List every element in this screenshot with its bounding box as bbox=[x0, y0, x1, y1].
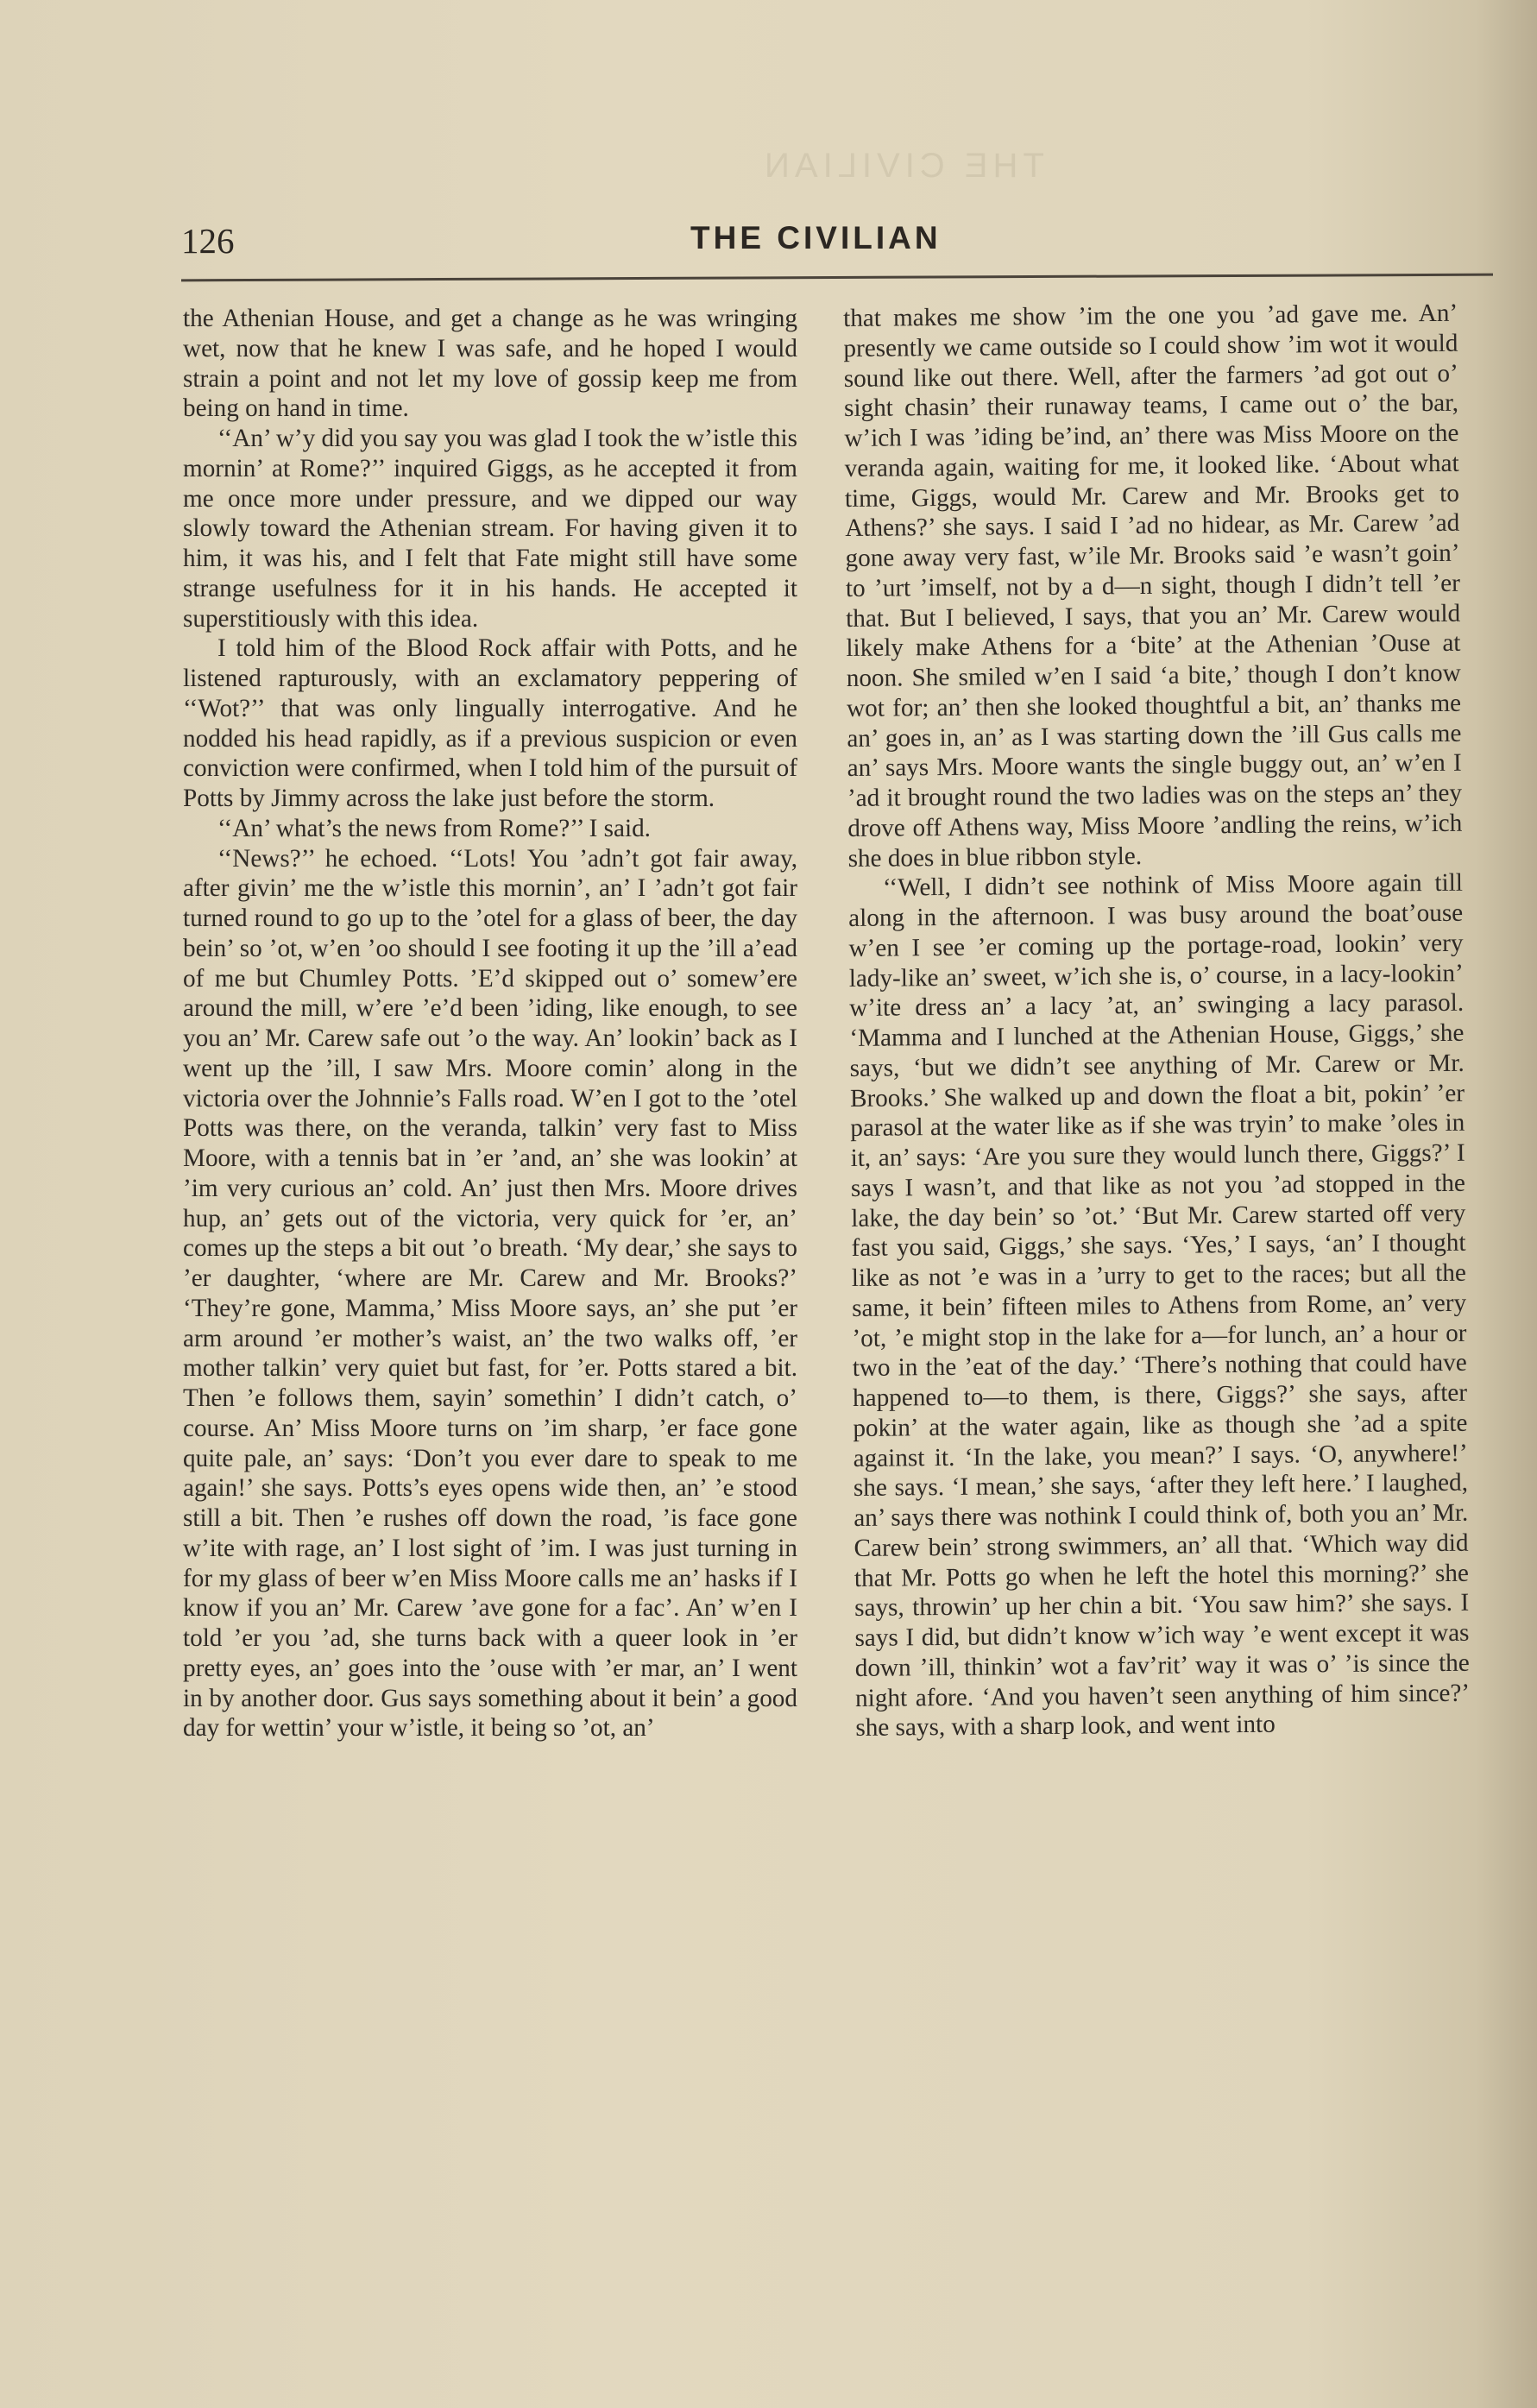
paragraph: the Athenian House, and get a change as he was wringing wet, now that he knew I was safe, and he hoped I would strain a point and not let my love of gossip keep me from being on hand in time. bbox=[183, 305, 797, 423]
header-rule bbox=[181, 274, 1493, 282]
paragraph: that makes me show ’im the one you ’ad gave me. An’ presently we came outside so I could show ’im wot it would sound like out there. Well, after the farmers ’ad got out o’ sight chasin’ their runaway teams, I came out o’ the bar, w’ich I was ’iding be’ind, an’ there was Miss Moore on the veranda again, waiting for me, it looked like. ‘About what time, Giggs, would Mr. Carew and Mr. Brooks get to Athens?’ she says. I said I ’ad no hidear, as Mr. Carew ’ad gone away very fast, w’ile Mr. Brooks said ’e wasn’t goin’ to ’urt ’imself, not by a d—n sight, though I didn’t tell ’er that. But I believed, I says, that you an’ Mr. Carew would likely make Athens for a ‘bite’ at the Athenian ’Ouse at noon. She smiled w’en I said ‘a bite,’ though I don’t know wot for; an’ then she looked thoughtful a bit, an’ thanks me an’ goes in, an’ as I was starting down the ’ill Gus calls me an’ says Mrs. Moore wants the single buggy out, an’ w’en I ’ad it brought round the two ladies was on the steps an’ they drove off Athens way, Miss Moore ’andling the reins, w’ich she does in blue ribbon style. bbox=[843, 299, 1463, 873]
paragraph: I told him of the Blood Rock affair with Potts, and he listened rapturously, with an exclamatory peppering of ‘‘Wot?’’ that was only lingually interrogative. And he nodded his head rapidly, as if a previous suspicion or even conviction were confirmed, when I told him of the pursuit of Potts by Jimmy across the lake just before the storm. bbox=[183, 634, 797, 812]
right-column bbox=[843, 299, 1471, 1743]
journal-title: THE CIVILIAN bbox=[690, 220, 942, 255]
paragraph: ‘‘An’ what’s the news from Rome?’’ I said. bbox=[217, 814, 651, 842]
paragraph: ‘‘Well, I didn’t see nothink of Miss Moore again till along in the afternoon. I was busy around the boat’ouse w’en I see ’er coming up the portage-road, lookin’ very lady-like an’ sweet, w’ich she is, o’ course, in a lacy-lookin’ w’ite dress an’ a lacy ’at, an’ swinging a lacy parasol. ‘Mamma and I lunched at the Athenian House, Giggs,’ she says, ‘but we didn’t see anything of Mr. Carew or Mr. Brooks.’ She walked up and down the float a bit, pokin’ ’er parasol at the water like as if she was tryin’ to make ’oles in it, an’ says: ‘Are you sure they would lunch there, Giggs?’ I says I wasn’t, and that like as not you ’ad stopped in the lake, the day bein’ so ’ot.’ ‘But Mr. Carew started off very fast you said, Giggs,’ she says. ‘Yes,’ I says, ‘an’ I thought like as not ’e was in a ’urry to get to the races; but all the same, it bein’ fifteen miles to Athens from Rome, an’ very ’ot, ’e might stop in the lake for a—for lunch, an’ a hour or two in the ’eat of the day.’ ‘There’s nothing that could have happened to—to them, is there, Giggs?’ she says, after pokin’ at the water again, like as though she ’ad a spite against it. ‘In the lake, you mean?’ I says. ‘O, anywhere!’ she says. ‘I mean,’ she says, ‘after they left here.’ I laughed, an’ says there was nothink I could think of, both you an’ Mr. Carew bein’ strong swimmers, an’ all that. ‘Which way did that Mr. Potts go when he left the hotel this morning?’ she says, throwin’ up her chin a bit. ‘You saw him?’ she says. I says I did, but didn’t know w’ich way ’e went except it was down ’ill, thinkin’ wot a fav’rit’ way it was o’ ’is since the night afore. ‘And you haven’t seen anything of him since?’ she says, with a sharp look, and went into bbox=[848, 869, 1471, 1743]
show-through-ghost-text: THE CIVILIAN bbox=[759, 147, 1044, 185]
page-header bbox=[181, 220, 1493, 272]
paragraph: ‘‘An’ w’y did you say you was glad I took the w’istle this mornin’ at Rome?’’ inquired Giggs, as he accepted it from me once more under pressure, and we dipped our way slowly toward the Athenian stream. For having given it to him, it was his, and I felt that Fate might still have some strange usefulness for it in his hands. He accepted it superstitiously with this idea. bbox=[183, 425, 797, 633]
left-column bbox=[183, 304, 797, 1743]
paragraph: ‘‘News?’’ he echoed. ‘‘Lots! You ’adn’t got fair away, after givin’ me the w’istle this mornin’, an’ I ’adn’t got fair turned round to go up to the ’otel for a glass of beer, the day bein’ so ’ot, w’en ’oo should I see footing it up the ’ill a’ead of me but Chumley Potts. ’E’d skipped out o’ somew’ere around the mill, w’ere ’e’d been ’iding, like enough, to see you an’ Mr. Carew safe out ’o the way. An’ lookin’ back as I went up the ’ill, I saw Mrs. Moore comin’ along in the victoria over the Johnnie’s Falls road. W’en I got to the ’otel Potts was there, on the veranda, talkin’ very fast to Miss Moore, with a tennis bat in ’er ’and, an’ she was lookin’ at ’im very curious an’ cold. An’ just then Mrs. Moore drives hup, an’ gets out of the victoria, very quick for ’er, an’ comes up the steps a bit out ’o breath. ‘My dear,’ she says to ’er daughter, ‘where are Mr. Carew and Mr. Brooks?’ ‘They’re gone, Mamma,’ Miss Moore says, an’ she put ’er arm around ’er mother’s waist, an’ the two walks off, ’er mother talkin’ very quiet but fast, for ’er. Potts stared a bit. Then ’e follows them, sayin’ somethin’ I didn’t catch, o’ course. An’ Miss Moore turns on ’im sharp, ’er face gone quite pale, an’ says: ‘Don’t you ever dare to speak to me again!’ she says. Potts’s eyes opens wide then, an’ ’e stood still a bit. Then ’e rushes off down the road, ’is face gone w’ite with rage, an’ I lost sight of ’im. I was just turning in for my glass of beer w’en Miss Moore calls me an’ hasks if I know if you an’ Mr. Carew ’ave gone for a fac’. An’ w’en I told ’er you ’ad, she turns back with a queer look in ’er pretty eyes, an’ goes into the ’ouse with ’er mar, an’ I went in by another door. Gus says something about it bein’ a good day for wettin’ your w’istle, it being so ’ot, an’ bbox=[183, 844, 797, 1743]
page-number: 126 bbox=[181, 221, 235, 261]
